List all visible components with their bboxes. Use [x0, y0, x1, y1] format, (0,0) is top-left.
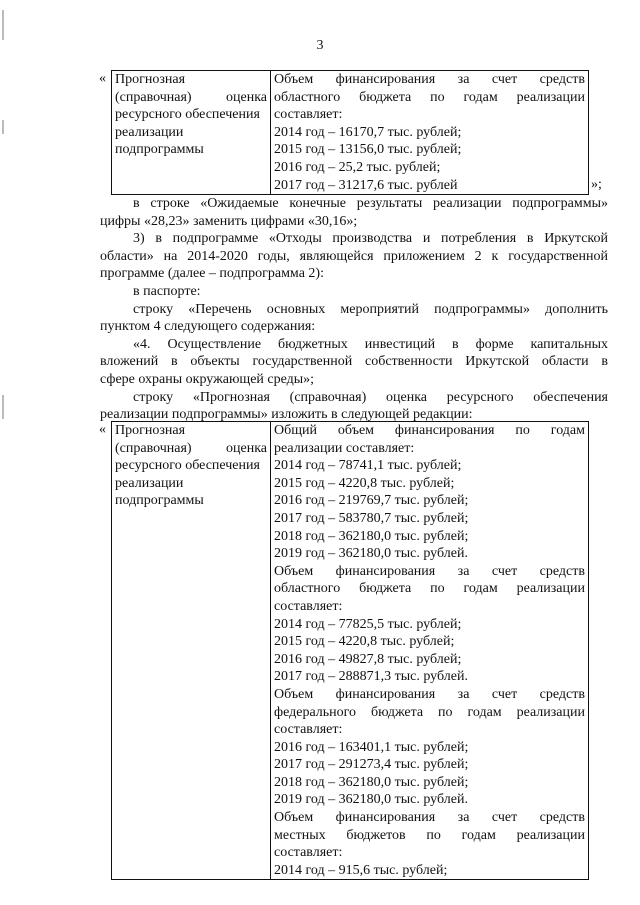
- value-line: 2017 год – 291273,4 тыс. рублей;: [274, 757, 469, 773]
- label-line: Прогнозная: [115, 72, 186, 87]
- scan-margin-mark: [2, 120, 4, 134]
- value-line: 2014 год – 78741,1 тыс. рублей;: [274, 458, 462, 474]
- label-line: (справочная) оценка: [115, 440, 267, 456]
- paragraph-line: 3) в подпрограмме «Отходы производства и потребления в Иркутской: [133, 231, 608, 247]
- scan-margin-mark: [2, 10, 4, 40]
- table1-open-quote: «: [99, 71, 106, 86]
- value-line: реализации составляет:: [274, 440, 415, 456]
- value-line: составляет:: [274, 107, 343, 123]
- scan-margin-mark: [2, 395, 4, 419]
- value-line: 2019 год – 362180,0 тыс. рублей.: [274, 792, 468, 808]
- paragraph-line: «4. Осуществление бюджетных инвестиций в форме капитальных: [133, 336, 608, 352]
- paragraph-line: строку «Перечень основных мероприятий подпрограммы» дополнить: [133, 301, 608, 317]
- table2: [111, 421, 589, 880]
- value-line: 2019 год – 362180,0 тыс. рублей.: [274, 546, 468, 562]
- value-line: Объем финансирования за счет средств: [274, 810, 585, 826]
- table1-close-quote: »;: [591, 177, 602, 192]
- value-line: 2017 год – 288871,3 тыс. рублей.: [274, 669, 468, 685]
- page-number: 3: [316, 38, 324, 53]
- table2-open-quote: «: [99, 422, 106, 437]
- table1-label-cell: [112, 71, 271, 195]
- table2-label-cell: [112, 422, 271, 880]
- value-line: областного бюджета по годам реализации: [274, 89, 585, 105]
- value-line: 2018 год – 362180,0 тыс. рублей;: [274, 528, 469, 544]
- paragraph-line: цифры «28,23» заменить цифрами «30,16»;: [100, 213, 358, 229]
- value-line: местных бюджетов по годам реализации: [274, 827, 585, 843]
- value-line: 2014 год – 77825,5 тыс. рублей;: [274, 616, 462, 632]
- value-line: 2015 год – 4220,8 тыс. рублей;: [274, 634, 455, 650]
- paragraph-line: вложений в объекты государственной собственности Иркутской области в: [100, 354, 608, 370]
- label-line: реализации: [115, 124, 184, 140]
- paragraph-line: пунктом 4 следующего содержания:: [100, 319, 316, 335]
- value-line: 2016 год – 219769,7 тыс. рублей;: [274, 493, 469, 509]
- value-line: 2014 год – 16170,7 тыс. рублей;: [274, 124, 462, 140]
- paragraph-line: строку «Прогнозная (справочная) оценка ресурсного обеспечения: [133, 389, 608, 405]
- value-line: федерального бюджета по годам реализации: [274, 704, 585, 720]
- value-line: 2015 год – 13156,0 тыс. рублей;: [274, 142, 462, 158]
- value-line: 2018 год – 362180,0 тыс. рублей;: [274, 774, 469, 790]
- paragraph-line: программе (далее – подпрограмма 2):: [100, 266, 324, 282]
- paragraph-line: в строке «Ожидаемые конечные результаты реализации подпрограммы»: [133, 196, 608, 211]
- label-line: подпрограммы: [115, 142, 204, 158]
- label-line: подпрограммы: [115, 493, 204, 509]
- label-line: Прогнозная: [115, 423, 186, 438]
- label-line: реализации: [115, 475, 184, 491]
- value-line: 2014 год – 915,6 тыс. рублей;: [274, 862, 448, 878]
- value-line: Объем финансирования за счет средств: [274, 686, 585, 702]
- paragraph-line: реализации подпрограммы» изложить в следующей редакции:: [100, 407, 473, 423]
- table1-value-cell: [271, 71, 589, 195]
- value-line: 2017 год – 31217,6 тыс. рублей: [274, 177, 458, 193]
- value-line: областного бюджета по годам реализации: [274, 581, 585, 597]
- label-line: (справочная) оценка: [115, 89, 267, 105]
- value-line: 2016 год – 163401,1 тыс. рублей;: [274, 739, 469, 755]
- paragraph-line: в паспорте:: [133, 283, 201, 299]
- table1: [111, 70, 589, 195]
- value-line: 2016 год – 49827,8 тыс. рублей;: [274, 651, 462, 667]
- value-line: Объем финансирования за счет средств: [274, 563, 585, 579]
- value-line: Объем финансирования за счет средств: [274, 72, 585, 87]
- label-line: ресурсного обеспечения: [115, 458, 260, 474]
- table2-value-cell: [271, 422, 589, 880]
- label-line: ресурсного обеспечения: [115, 107, 260, 123]
- paragraph-line: области» на 2014-2020 годы, являющейся приложением 2 к государственной: [100, 248, 608, 264]
- value-line: 2017 год – 583780,7 тыс. рублей;: [274, 510, 469, 526]
- value-line: составляет:: [274, 598, 343, 614]
- value-line: 2015 год – 4220,8 тыс. рублей;: [274, 475, 455, 491]
- value-line: 2016 год – 25,2 тыс. рублей;: [274, 159, 441, 175]
- value-line: составляет:: [274, 845, 343, 861]
- value-line: Общий объем финансирования по годам: [274, 423, 585, 438]
- body-text: [100, 195, 608, 424]
- paragraph-line: сфере охраны окружающей среды»;: [100, 371, 315, 387]
- value-line: составляет:: [274, 722, 343, 738]
